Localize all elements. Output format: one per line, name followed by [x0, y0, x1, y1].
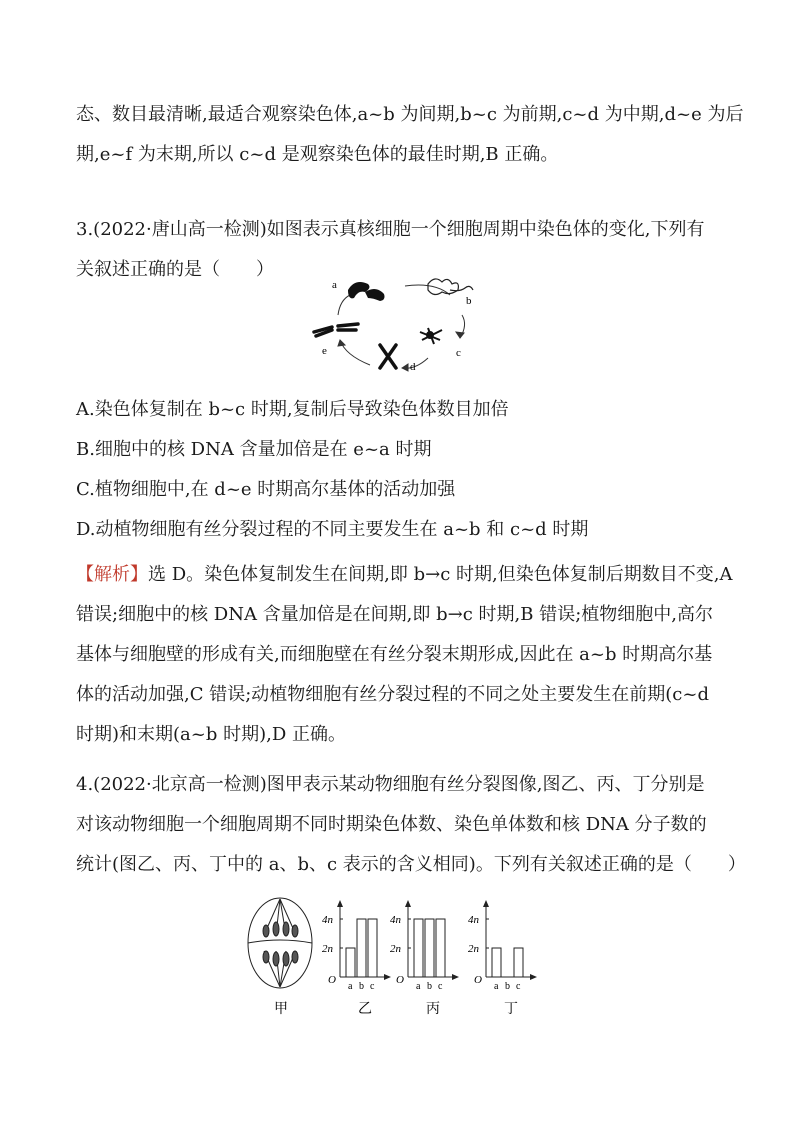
bar-chart-3 — [468, 900, 537, 1017]
bar-b — [357, 919, 366, 977]
chromosome-d — [380, 345, 396, 368]
panel-label-jia: 甲 — [274, 1002, 288, 1017]
q4-line-1: 4.(2022·北京高一检测)图甲表示某动物细胞有丝分裂图像,图乙、丙、丁分别是 — [76, 774, 705, 795]
option-c: C.植物细胞中,在 d~e 时期高尔基体的活动加强 — [76, 479, 456, 500]
question-3-options — [76, 390, 724, 550]
option-b: B.细胞中的核 DNA 含量加倍是在 e~a 时期 — [76, 439, 432, 460]
chromosome-c — [420, 328, 442, 344]
category-label: c — [438, 981, 443, 992]
analysis-line-2: 错误;细胞中的核 DNA 含量加倍是在间期,即 b→c 时期,B 错误;植物细胞中,高尔 — [76, 604, 713, 625]
analysis-line-1 — [76, 555, 733, 595]
y-tick-label: 2n — [322, 943, 333, 955]
category-label: c — [516, 981, 521, 992]
category-label: b — [359, 981, 364, 992]
figure-label-d: d — [410, 361, 416, 373]
q4-line-3: 统计(图乙、丙、丁中的 a、b、c 表示的含义相同)。下列有关叙述正确的是（ ） — [76, 854, 746, 875]
bar-chart-2 — [390, 900, 459, 1017]
panel-label: 丙 — [426, 1002, 440, 1017]
chromosome-a — [348, 282, 385, 301]
y-tick-label: 4n — [390, 914, 401, 926]
figure-label-a: a — [332, 279, 337, 291]
analysis-tag: 解析 — [94, 564, 130, 585]
bar-c — [368, 919, 377, 977]
q3-line-1: 3.(2022·唐山高一检测)如图表示真核细胞一个细胞周期中染色体的变化,下列有 — [76, 219, 705, 240]
analysis-line-1-text: 选 D。染色体复制发生在间期,即 b→c 时期,但染色体复制后期数目不变,A — [148, 564, 733, 585]
option-d: D.动植物细胞有丝分裂过程的不同主要发生在 a~b 和 c~d 时期 — [76, 519, 589, 540]
cell-diagram-jia — [248, 898, 312, 988]
mitosis-charts-figure — [240, 895, 560, 1020]
y-tick-label: 2n — [390, 943, 401, 955]
figure-label-b: b — [466, 295, 472, 307]
category-label: c — [370, 981, 375, 992]
category-label: b — [505, 981, 510, 992]
bar-chart-1 — [322, 900, 391, 1017]
option-a: A.染色体复制在 b~c 时期,复制后导致染色体数目加倍 — [76, 399, 509, 420]
figure-label-c: c — [456, 347, 461, 359]
panel-label: 乙 — [358, 1002, 372, 1017]
q4-line-2: 对该动物细胞一个细胞周期不同时期染色体数、染色单体数和核 DNA 分子数的 — [76, 814, 707, 835]
bar-a — [414, 919, 423, 977]
category-label: a — [416, 981, 421, 992]
y-tick-label: 4n — [322, 914, 333, 926]
intro-line-2: 期,e~f 为末期,所以 c~d 是观察染色体的最佳时期,B 正确。 — [76, 144, 559, 165]
x-axis-arrow — [384, 974, 391, 980]
bar-c — [514, 948, 523, 977]
y-tick-label: 4n — [468, 914, 479, 926]
chromosome-e — [314, 324, 358, 336]
analysis-line-5: 时期)和末期(a~b 时期),D 正确。 — [76, 724, 346, 745]
chromosome-cycle-figure — [310, 270, 500, 380]
bar-a — [492, 948, 501, 977]
intro-paragraph — [76, 95, 744, 175]
analysis-bracket-open: 【 — [76, 564, 94, 585]
x-axis-arrow — [452, 974, 459, 980]
origin-label: O — [474, 974, 482, 986]
bar-b — [425, 919, 434, 977]
category-label: a — [348, 981, 353, 992]
origin-label: O — [328, 974, 336, 986]
y-tick-label: 2n — [468, 943, 479, 955]
q3-line-2: 关叙述正确的是（ ） — [76, 259, 274, 280]
bar-a — [346, 948, 355, 977]
y-axis-arrow — [337, 900, 343, 907]
y-axis-arrow — [405, 900, 411, 907]
analysis-line-3: 基体与细胞壁的形成有关,而细胞壁在有丝分裂末期形成,因此在 a~b 时期高尔基 — [76, 644, 713, 665]
cycle-arrows — [338, 285, 465, 371]
question-3-analysis — [76, 555, 733, 755]
panel-label: 丁 — [504, 1002, 518, 1017]
bar-c — [436, 919, 445, 977]
x-axis-arrow — [530, 974, 537, 980]
figure-label-e: e — [322, 345, 327, 357]
origin-label: O — [396, 974, 404, 986]
category-label: a — [494, 981, 499, 992]
question-4-stem — [76, 765, 746, 885]
analysis-bracket-close: 】 — [130, 564, 148, 585]
y-axis-arrow — [483, 900, 489, 907]
bar-charts — [322, 900, 537, 1017]
category-label: b — [427, 981, 432, 992]
intro-line-1: 态、数目最清晰,最适合观察染色体,a~b 为间期,b~c 为前期,c~d 为中期,d~e 为后 — [76, 104, 744, 125]
analysis-line-4: 体的活动加强,C 错误;动植物细胞有丝分裂过程的不同之处主要发生在前期(c~d — [76, 684, 709, 705]
